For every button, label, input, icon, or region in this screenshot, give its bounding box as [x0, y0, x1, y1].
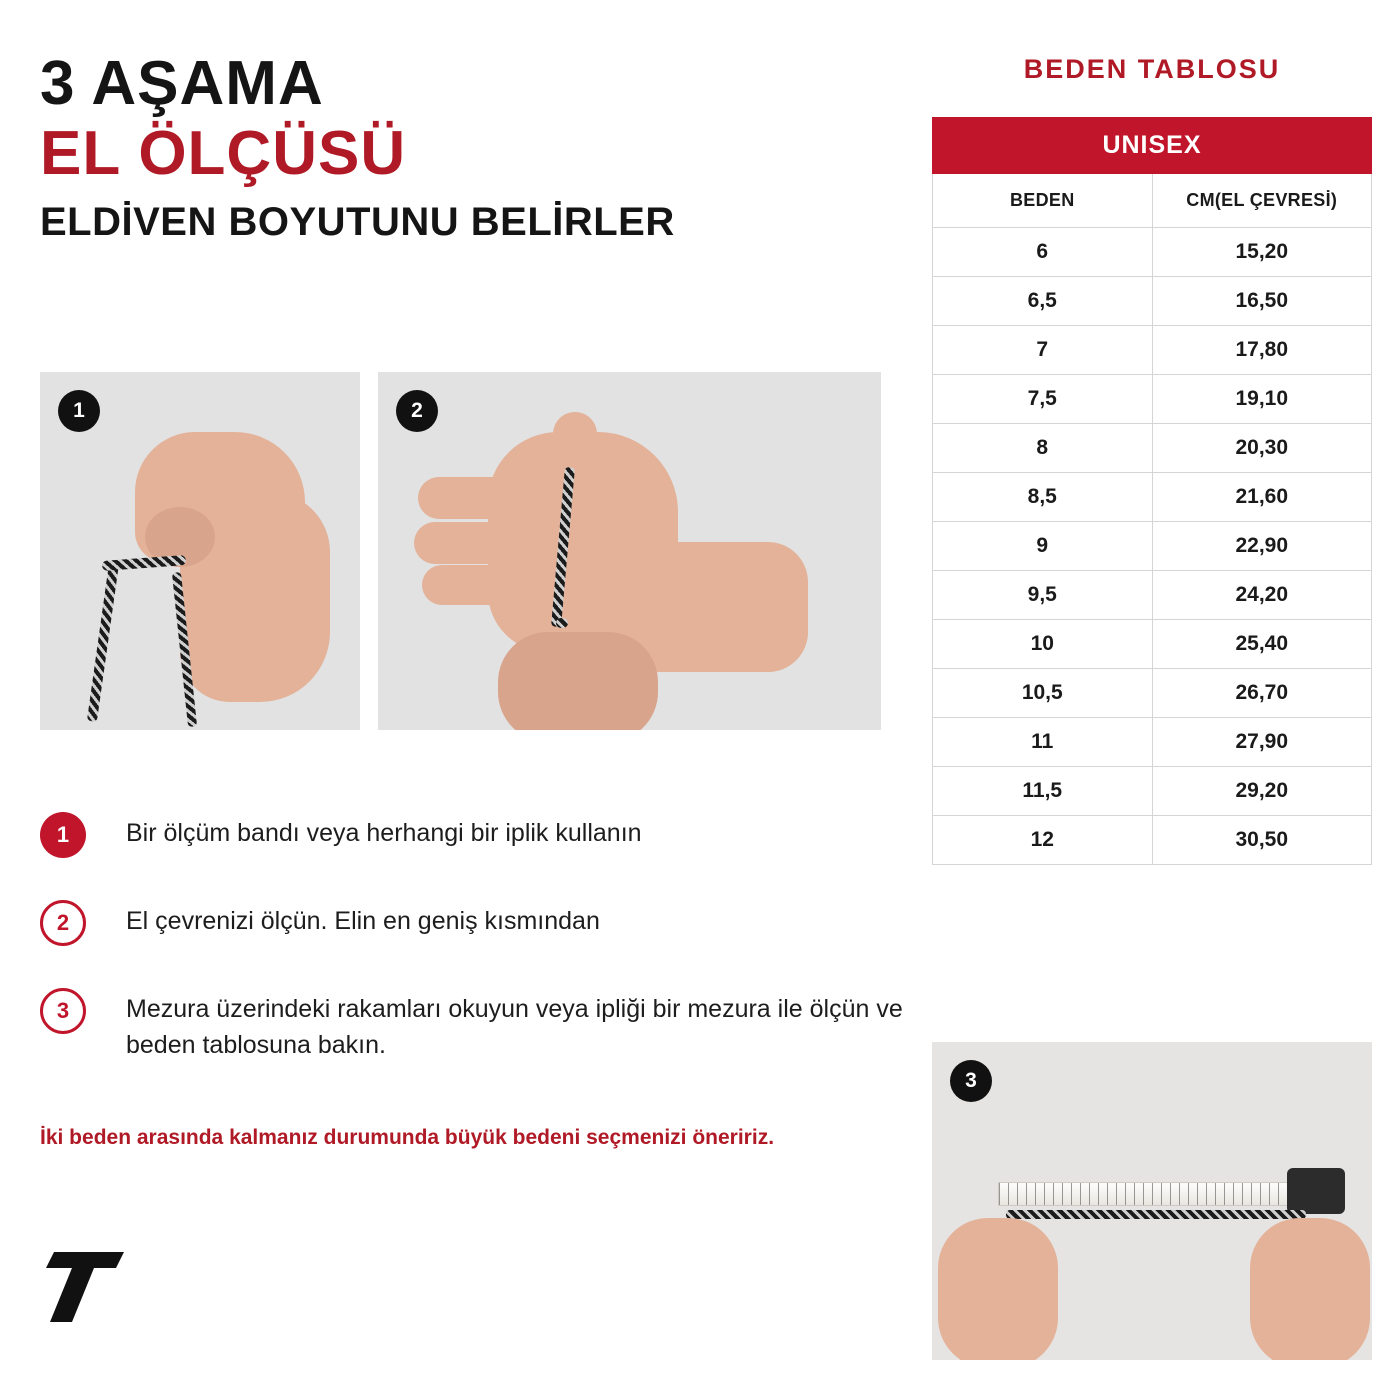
size-table-col-cm: CM(EL ÇEVRESİ): [1152, 174, 1372, 228]
title-line-2: EL ÖLÇÜSÜ: [40, 119, 407, 189]
cell-cm: 29,20: [1152, 767, 1372, 816]
photo-badge-2: 2: [396, 390, 438, 432]
cell-cm: 26,70: [1152, 669, 1372, 718]
step-number-2: 2: [40, 900, 86, 946]
table-row: [933, 718, 1372, 767]
cell-cm: 17,80: [1152, 326, 1372, 375]
measuring-cord: [1006, 1210, 1306, 1219]
cell-beden: 10: [933, 620, 1153, 669]
cell-cm: 22,90: [1152, 522, 1372, 571]
step-text-2: El çevrenizi ölçün. Elin en geniş kısmından: [126, 907, 600, 935]
step-text-1: Bir ölçüm bandı veya herhangi bir iplik kullanın: [126, 819, 642, 847]
size-table: [932, 117, 1372, 865]
cell-cm: 27,90: [1152, 718, 1372, 767]
table-row: [933, 522, 1372, 571]
cell-beden: 6: [933, 228, 1153, 277]
cell-beden: 7,5: [933, 375, 1153, 424]
title-line-1: 3 AŞAMA: [40, 49, 324, 118]
cell-beden: 7: [933, 326, 1153, 375]
table-row: [933, 669, 1372, 718]
cell-beden: 12: [933, 816, 1153, 865]
photo-row: [40, 372, 881, 730]
cell-cm: 21,60: [1152, 473, 1372, 522]
photo-badge-3: 3: [950, 1060, 992, 1102]
cell-beden: 9: [933, 522, 1153, 571]
size-advice-note: İki beden arasında kalmanız durumunda büyük bedeni seçmenizi öneririz.: [40, 1126, 775, 1149]
table-row: [933, 326, 1372, 375]
table-row: [933, 277, 1372, 326]
size-table-block: [932, 54, 1372, 865]
cell-cm: 19,10: [1152, 375, 1372, 424]
table-row: [933, 424, 1372, 473]
cell-beden: 11: [933, 718, 1153, 767]
cell-cm: 24,20: [1152, 571, 1372, 620]
table-row: [933, 228, 1372, 277]
cell-beden: 9,5: [933, 571, 1153, 620]
size-table-group-header: UNISEX: [933, 118, 1372, 174]
table-row: [933, 620, 1372, 669]
brand-logo: [46, 1248, 136, 1326]
steps-list: [40, 810, 920, 1103]
table-row: [933, 767, 1372, 816]
cell-cm: 20,30: [1152, 424, 1372, 473]
cell-beden: 6,5: [933, 277, 1153, 326]
tape-measure-case: [1287, 1168, 1345, 1214]
size-table-heading: BEDEN TABLOSU: [1023, 54, 1281, 84]
photo-badge-1: 1: [58, 390, 100, 432]
cell-beden: 8,5: [933, 473, 1153, 522]
step-item: [40, 986, 920, 1063]
hand-holding-cord-photo: [40, 372, 360, 730]
cell-cm: 15,20: [1152, 228, 1372, 277]
step-number-1: 1: [40, 812, 86, 858]
cell-cm: 25,40: [1152, 620, 1372, 669]
step-number-3: 3: [40, 988, 86, 1034]
cell-cm: 30,50: [1152, 816, 1372, 865]
cord-on-tape-measure-photo: [932, 1042, 1372, 1360]
step-item: [40, 898, 920, 946]
step-text-3: Mezura üzerindeki rakamları okuyun veya ipliği bir mezura ile ölçün ve beden tablosuna bakın.: [126, 995, 903, 1059]
cell-cm: 16,50: [1152, 277, 1372, 326]
title-line-3: ELDİVEN BOYUTUNU BELİRLER: [40, 200, 675, 245]
size-table-col-beden: BEDEN: [933, 174, 1153, 228]
table-row: [933, 571, 1372, 620]
table-row: [933, 473, 1372, 522]
table-row: [933, 375, 1372, 424]
tape-measure-strip: [998, 1182, 1310, 1206]
hand-measuring-photo: [378, 372, 881, 730]
headline-block: [40, 40, 920, 244]
cell-beden: 10,5: [933, 669, 1153, 718]
table-row: [933, 816, 1372, 865]
cell-beden: 11,5: [933, 767, 1153, 816]
step-item: [40, 810, 920, 858]
cell-beden: 8: [933, 424, 1153, 473]
